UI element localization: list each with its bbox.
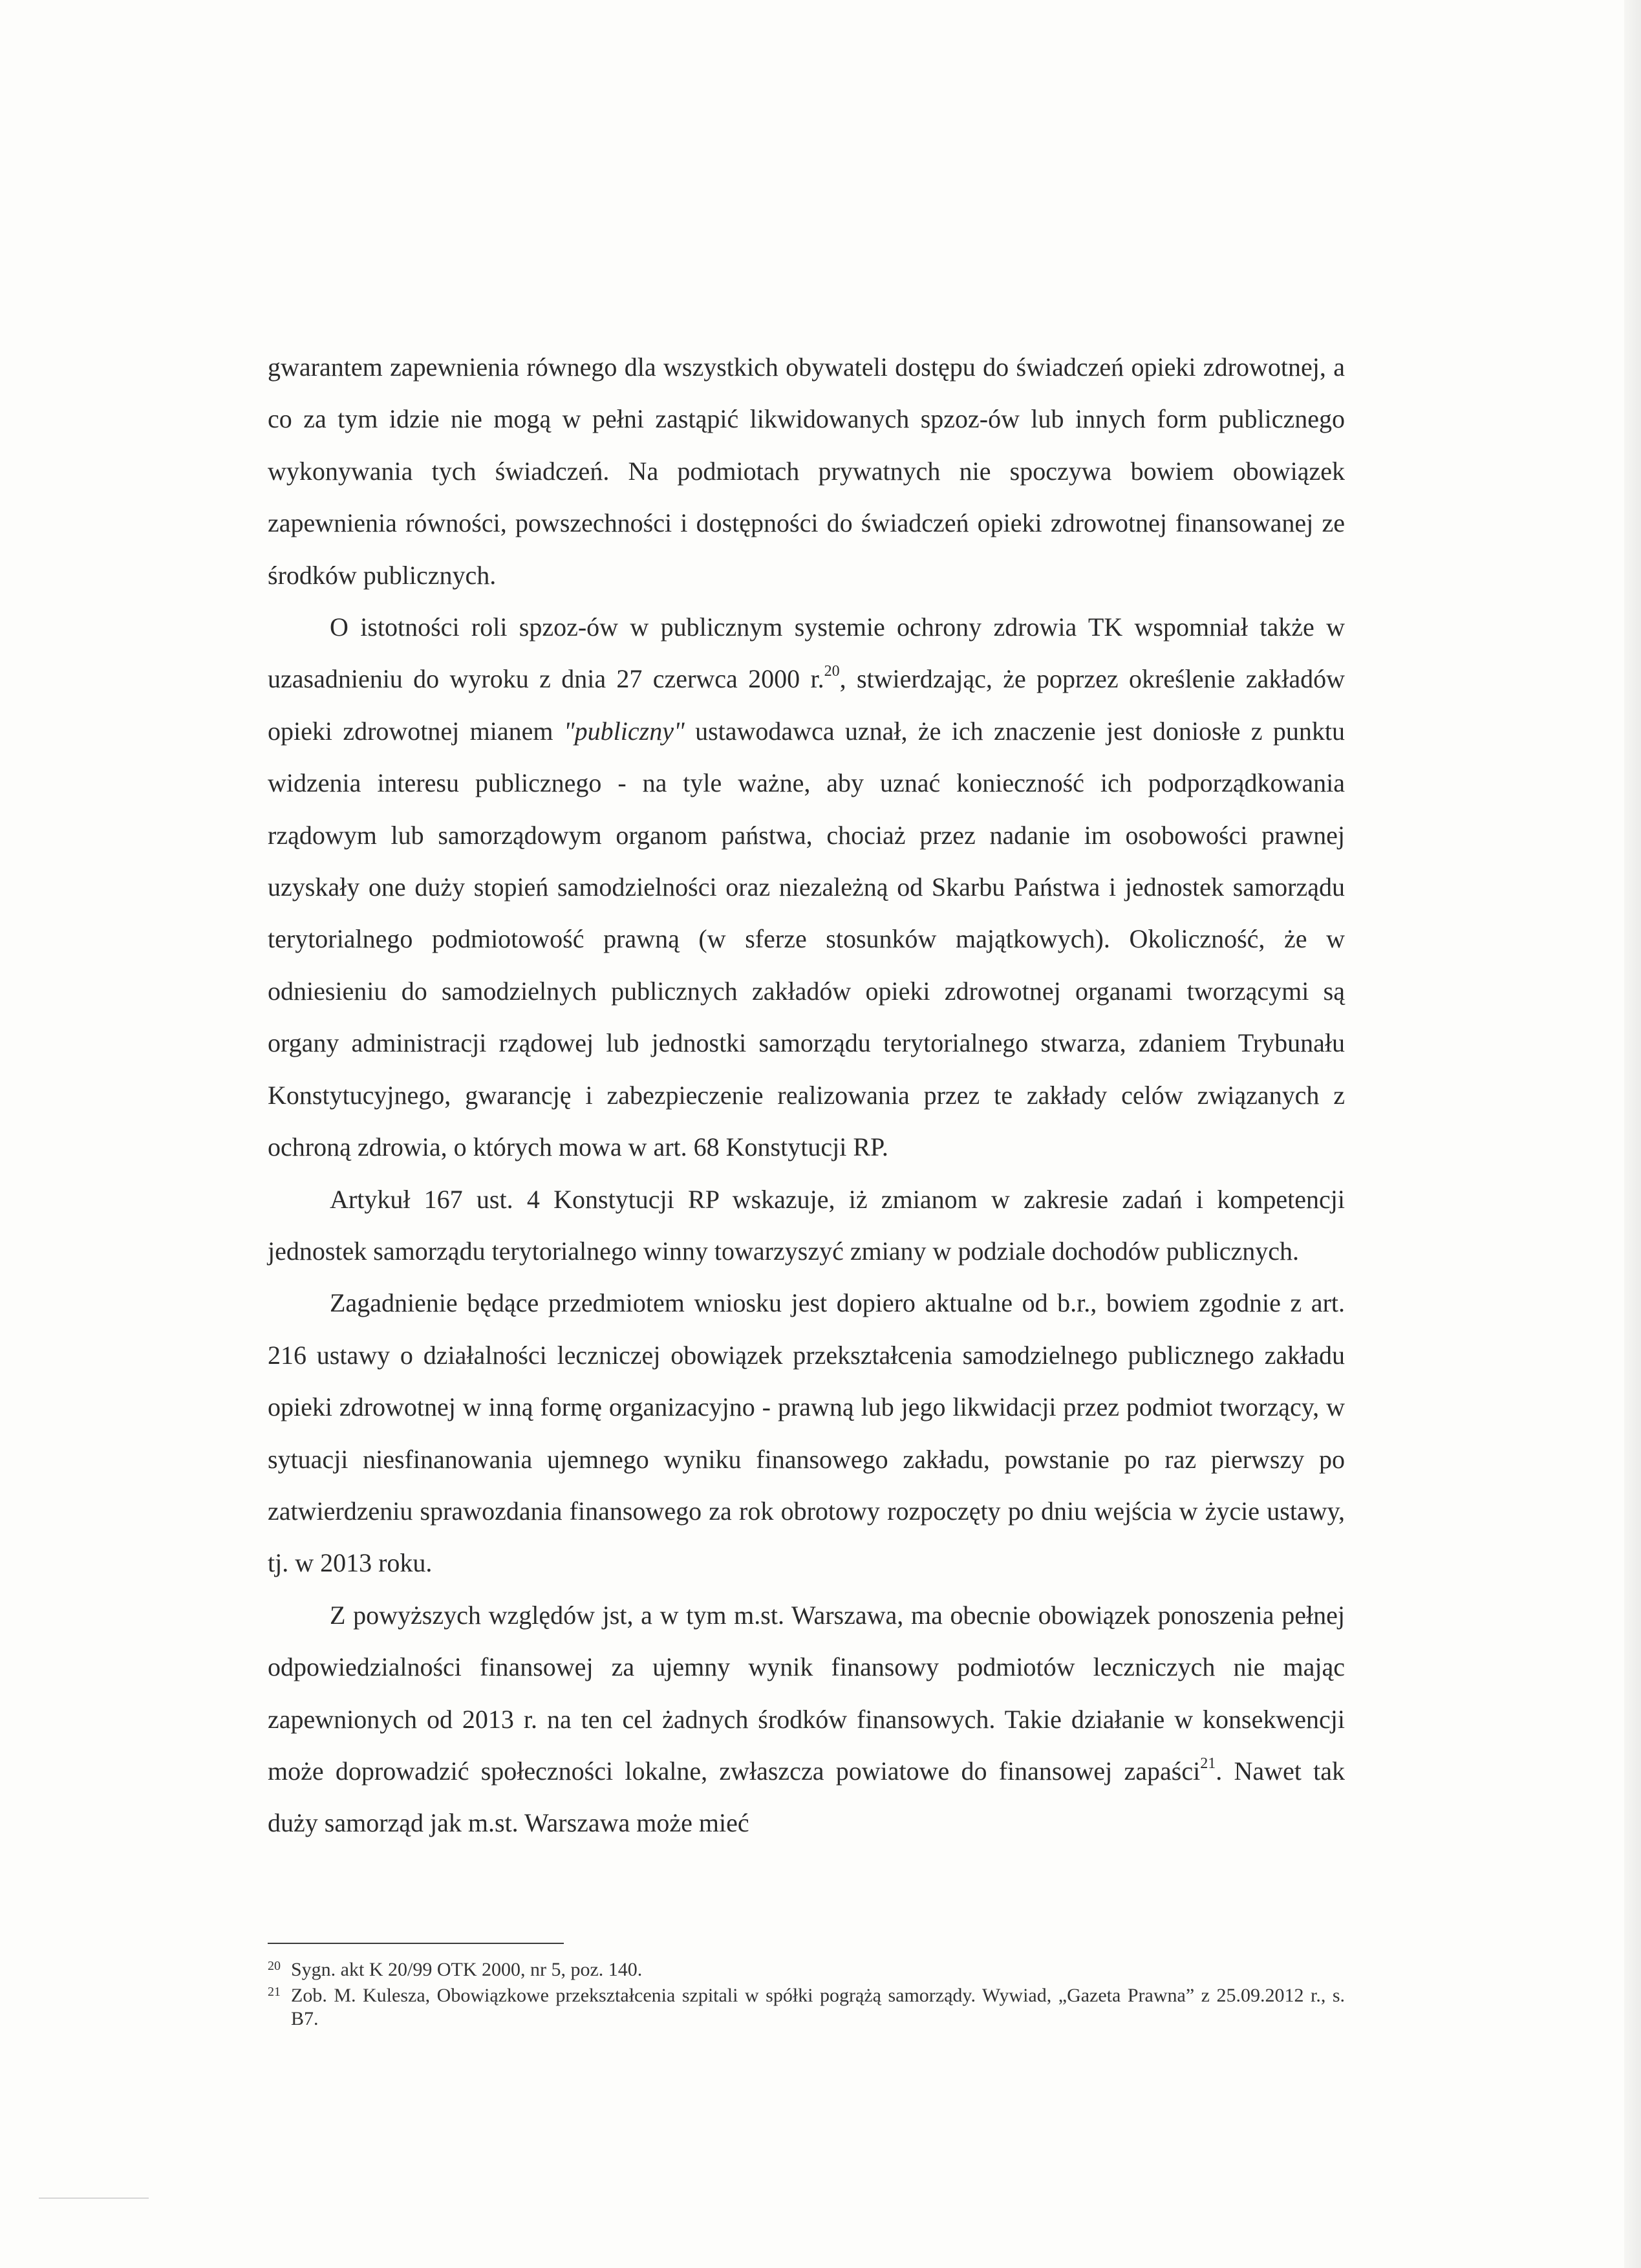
paragraph-1 [268, 341, 1345, 601]
footnote-number: 20 [268, 1959, 281, 1973]
paragraph-1-text: gwarantem zapewnienia równego dla wszystkich obywateli dostępu do świadczeń opieki zdrowotnej, a co za tym idzie nie mogą w pełni zastąpić likwidowanych spzoz-ów lub innych form publicznego wykonywania tych świadczeń. Na podmiotach prywatnych nie spoczywa bowiem obowiązek zapewnienia równości, powszechności i dostępności do świadczeń opieki zdrowotnej finansowanej ze środków publicznych. [268, 352, 1345, 590]
paragraph-3 [268, 1174, 1345, 1278]
paragraph-4-text: Zagadnienie będące przedmiotem wniosku jest dopiero aktualne od b.r., bowiem zgodnie z art. 216 ustawy o działalności leczniczej obowiązek przekształcenia samodzielnego publicznego zakładu opieki zdrowotnej w inną formę organizacyjno - prawną lub jego likwidacji przez podmiot tworzący, w sytuacji niesfinanowania ujemnego wyniku finansowego zakładu, powstanie po raz pierwszy po zatwierdzeniu sprawozdania finansowego za rok obrotowy rozpoczęty po dniu wejścia w życie ustawy, tj. w 2013 roku. [268, 1288, 1345, 1578]
footnotes [268, 1958, 1345, 2033]
paragraph-2 [268, 601, 1345, 1173]
scan-artifact-line [39, 2198, 149, 2199]
paragraph-2-text-b: , stwierdzając, że poprzez określenie zakładów opieki zdrowotnej mianem [268, 664, 1345, 746]
footnote-separator [268, 1943, 564, 1944]
paragraph-4 [268, 1277, 1345, 1589]
footnote-ref-20[interactable]: 20 [824, 663, 840, 680]
footnote-21 [268, 1984, 1345, 2031]
paragraph-3-text: Artykuł 167 ust. 4 Konstytucji RP wskazuje, iż zmianom w zakresie zadań i kompetencji jednostek samorządu terytorialnego winny towarzyszyć zmiany w podziale dochodów publicznych. [268, 1184, 1345, 1266]
document-body [268, 341, 1345, 1850]
paragraph-5-text-b: . Nawet tak duży samorząd jak m.st. Warszawa może mieć [268, 1756, 1345, 1838]
paragraph-5 [268, 1590, 1345, 1850]
footnote-ref-21[interactable]: 21 [1200, 1755, 1216, 1772]
paragraph-2-text-c: ustawodawca uznał, że ich znaczenie jest doniosłe z punktu widzenia interesu publicznego - na tyle ważne, aby uznać konieczność ich podporządkowania rządowym lub samorządowym organom państwa, chociaż przez nadanie im osobowości prawnej uzyskały one duży stopień samodzielności oraz niezależną od Skarbu Państwa i jednostek samorządu terytorialnego podmiotowość prawną (w sferze stosunków majątkowych). Okoliczność, że w odniesieniu do samodzielnych publicznych zakładów opieki zdrowotnej organami tworzącymi są organy administracji rządowej lub jednostki samorządu terytorialnego stwarza, zdaniem Trybunału Konstytucyjnego, gwarancję i zabezpieczenie realizowania przez te zakłady celów związanych z ochroną zdrowia, o których mowa w art. 68 Konstytucji RP. [268, 716, 1345, 1162]
footnote-text: Zob. M. Kulesza, Obowiązkowe przekształcenia szpitali w spółki pogrążą samorządy. Wywiad, „Gazeta Prawna” z 25.09.2012 r., s. B7. [291, 1985, 1345, 2029]
footnote-number: 21 [268, 1985, 281, 1999]
paragraph-5-text-a: Z powyższych względów jst, a w tym m.st. Warszawa, ma obecnie obowiązek ponoszenia pełnej odpowiedzialności finansowej za ujemny wynik finansowy podmiotów leczniczych nie mając zapewnionych od 2013 r. na ten cel żadnych środków finansowych. Takie działanie w konsekwencji może doprowadzić społeczności lokalne, zwłaszcza powiatowe do finansowej zapaści [268, 1600, 1345, 1786]
footnote-20 [268, 1958, 1345, 1982]
paragraph-2-text-a: O istotności roli spzoz-ów w publicznym systemie ochrony zdrowia TK wspomniał także w uzasadnieniu do wyroku z dnia 27 czerwca 2000 r. [268, 612, 1345, 694]
quoted-term-publiczny: "publiczny" [563, 716, 685, 746]
footnote-text: Sygn. akt K 20/99 OTK 2000, nr 5, poz. 140. [291, 1959, 643, 1980]
scan-edge-shadow [1624, 0, 1641, 2268]
